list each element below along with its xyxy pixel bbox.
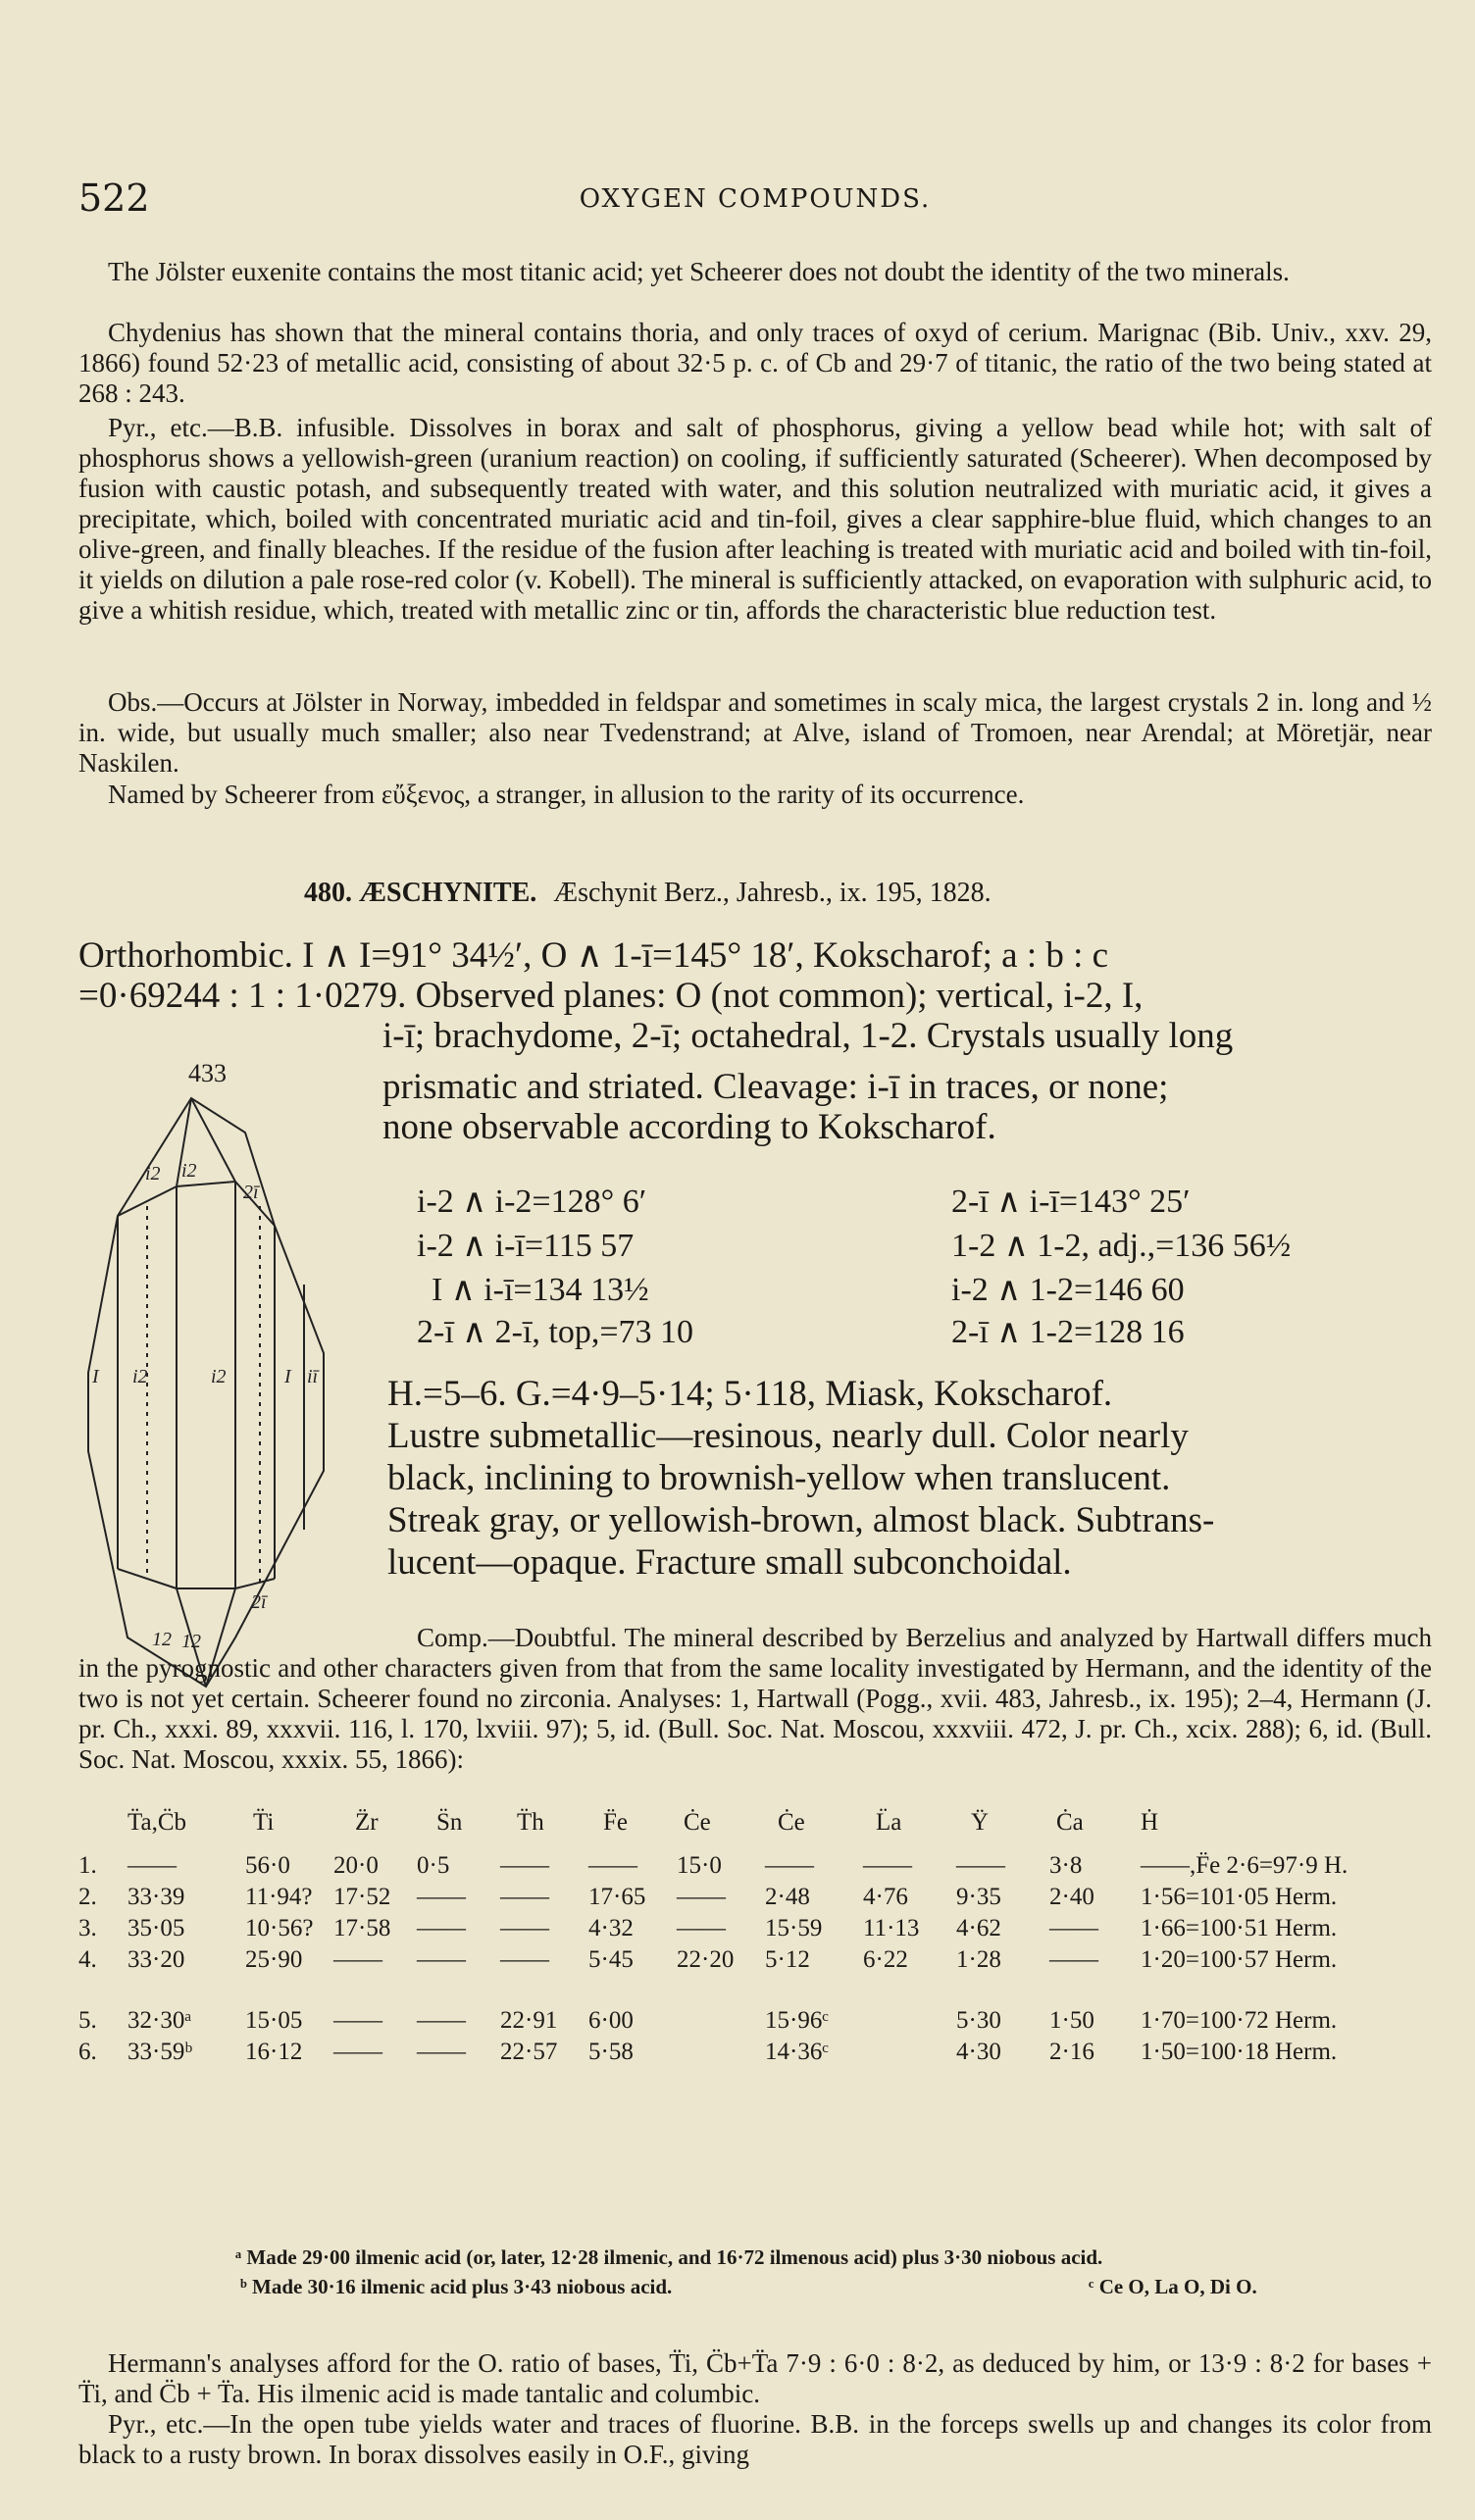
table-cell: 9·35 (956, 1884, 1001, 1910)
table-cell: 33·59ᵇ (127, 2039, 193, 2065)
table-cell: —— (956, 1852, 1005, 1879)
table-cell: 1·56=101·05 Herm. (1141, 1884, 1338, 1910)
table-cell: 2·16 (1049, 2039, 1094, 2065)
table-cell: —— (677, 1915, 726, 1941)
table-cell: 5. (78, 2007, 97, 2034)
table-cell: 6·22 (863, 1946, 908, 1973)
table-cell: 3·8 (1049, 1852, 1083, 1879)
table-cell: —— (417, 1946, 466, 1973)
column-header: S̈n (436, 1809, 463, 1836)
table-cell: —— (333, 2007, 382, 2034)
table-cell: 1·66=100·51 Herm. (1141, 1915, 1338, 1941)
table-cell: 6·00 (588, 2007, 634, 2034)
footnote-b: ᵇ Made 30·16 ilmenic acid plus 3·43 niobous acid. (240, 2275, 673, 2298)
table-cell: 1·50 (1049, 2007, 1094, 2034)
table-cell: 4·76 (863, 1884, 908, 1910)
table-cell: ——,F̈e 2·6=97·9 H. (1141, 1852, 1348, 1879)
column-header: Ċe (684, 1809, 711, 1836)
table-cell: —— (417, 1915, 466, 1941)
table-cell: 15·05 (245, 2007, 303, 2034)
angle-left-3: I ∧ i-ī=134 13½ (432, 1272, 649, 1308)
table-cell: 5·58 (588, 2039, 634, 2065)
table-cell: 15·0 (677, 1852, 722, 1879)
crystallography-line-4: prismatic and striated. Cleavage: i-ī in traces, or none; (382, 1067, 1169, 1107)
species-citation: Æschynit Berz., Jahresb., ix. 195, 1828. (553, 878, 992, 908)
table-cell: —— (765, 1852, 814, 1879)
face-label: i2 (132, 1366, 148, 1387)
table-cell: 17·65 (588, 1884, 646, 1910)
face-label: 12 (181, 1631, 201, 1652)
angle-right-3: i-2 ∧ 1-2=146 60 (951, 1272, 1185, 1308)
paragraph-composition: Comp.—Doubtful. The mineral described by Berzelius and analyzed by Hartwall differs much in the pyrognostic and other characters given from that from the same locality investigated by Hermann, and the identity of the two is not yet certain. Scheerer found no zirconia. Analyses: 1, Hartwall (Pogg., xvii. 483, Jahresb., ix. 195); 2–4, Hermann (J. pr. Ch., xxxi. 89, xxxvii. 116, l. 170, lxviii. 97); 5, id. (Bull. Soc. Nat. Moscou, xxxviii. 472, J. pr. Ch., xcix. 288); 6, id. (Bull. Soc. Nat. Moscou, xxxix. 55, 1866): (78, 1623, 1432, 1774)
table-cell: 17·52 (333, 1884, 391, 1910)
face-label: 2ī (251, 1591, 267, 1613)
column-header: T̈i (253, 1809, 275, 1836)
face-label: 12 (152, 1629, 172, 1650)
crystallography-line-2: =0·69244 : 1 : 1·0279. Observed planes: O (not common); vertical, i-2, I, (78, 976, 1144, 1016)
crystallography-line-5: none observable according to Kokscharof. (382, 1107, 996, 1147)
paragraph-observations: Obs.—Occurs at Jölster in Norway, imbedded in feldspar and sometimes in scaly mica, the largest crystals 2 in. long and ½ in. wide, but usually much smaller; also near Tvedenstrand; at Alve, island of Tromoen, near Arendal; at Möretjär, near Naskilen. (78, 687, 1432, 778)
table-cell: —— (333, 1946, 382, 1973)
paragraph-pyrognostics-aeschynite: Pyr., etc.—In the open tube yields water and traces of fluorine. B.B. in the forceps swells up and changes its color from black to a rusty brown. In borax dissolves easily in O.F., giving (78, 2409, 1432, 2469)
table-cell: —— (333, 2039, 382, 2065)
column-header: Ċe (778, 1809, 805, 1836)
face-label: iī (307, 1366, 319, 1387)
face-label: i2 (181, 1160, 197, 1182)
footnote-a: ᵃ Made 29·00 ilmenic acid (or, later, 12·28 ilmenic, and 16·72 ilmenous acid) plus 3·30 niobous acid. (235, 2245, 1103, 2269)
paragraph-hermann: Hermann's analyses afford for the O. ratio of bases, T̈i, C̈b+T̈a 7·9 : 6·0 : 8·2, as deduced by him, or 13·9 : 8·2 for bases + T̈i, and C̈b + T̈a. His ilmenic acid is made tantalic and columbic. (78, 2348, 1432, 2408)
angle-right-1: 2-ī ∧ i-ī=143° 25′ (951, 1184, 1191, 1220)
table-cell: 11·94? (245, 1884, 313, 1910)
table-cell: 33·39 (127, 1884, 185, 1910)
paragraph-identity: The Jölster euxenite contains the most titanic acid; yet Scheerer does not doubt the identity of the two minerals. (108, 257, 1290, 286)
column-header: Ḣ (1141, 1809, 1159, 1836)
table-cell: 35·05 (127, 1915, 185, 1941)
species-heading (304, 878, 992, 909)
angle-left-2: i-2 ∧ i-ī=115 57 (417, 1228, 635, 1264)
table-cell: —— (1049, 1915, 1098, 1941)
footnote-c: ᶜ Ce O, La O, Di O. (1089, 2275, 1257, 2298)
table-cell: 22·57 (500, 2039, 558, 2065)
running-head: OXYGEN COMPOUNDS. (579, 184, 932, 214)
table-cell: 4. (78, 1946, 97, 1973)
face-label: I (92, 1366, 99, 1387)
properties-line-3: black, inclining to brownish-yellow when translucent. (387, 1458, 1171, 1498)
crystal-drawing (78, 1059, 373, 1706)
table-cell: 2·40 (1049, 1884, 1094, 1910)
crystal-figure (78, 1059, 373, 1706)
properties-line-4: Streak gray, or yellowish-brown, almost black. Subtrans- (387, 1500, 1215, 1540)
paragraph-chydenius: Chydenius has shown that the mineral contains thoria, and only traces of oxyd of cerium. Marignac (Bib. Univ., xxv. 29, 1866) found 52·23 of metallic acid, consisting of about 32·5 p. c. of Cb and 29·7 of titanic, the ratio of the two being stated at 268 : 243. (78, 318, 1432, 408)
table-cell: 0·5 (417, 1852, 450, 1879)
table-cell: —— (127, 1852, 177, 1879)
column-header: Ÿ (971, 1809, 990, 1836)
page-header (78, 176, 1432, 226)
table-cell: 5·12 (765, 1946, 810, 1973)
column-header: T̈a,C̈b (127, 1809, 187, 1836)
table-cell: —— (417, 1884, 466, 1910)
crystallography-line-1: Orthorhombic. I ∧ I=91° 34½′, O ∧ 1-ī=145° 18′, Kokscharof; a : b : c (78, 935, 1109, 976)
table-cell: 1·20=100·57 Herm. (1141, 1946, 1338, 1973)
table-cell: 1. (78, 1852, 97, 1879)
table-cell: —— (863, 1852, 912, 1879)
table-cell: 3. (78, 1915, 97, 1941)
face-label: I (284, 1366, 291, 1387)
properties-line-1: H.=5–6. G.=4·9–5·14; 5·118, Miask, Kokscharof. (387, 1374, 1113, 1414)
table-cell: 5·45 (588, 1946, 634, 1973)
table-cell: 22·20 (677, 1946, 735, 1973)
column-header: Z̈r (355, 1809, 379, 1836)
column-header: F̈e (603, 1809, 628, 1836)
column-header: L̈a (876, 1809, 902, 1836)
table-cell: 11·13 (863, 1915, 920, 1941)
table-cell: —— (417, 2039, 466, 2065)
face-label: i2 (211, 1366, 227, 1387)
table-cell: —— (500, 1915, 549, 1941)
crystal-edge (191, 1098, 235, 1182)
face-label: 2ī (243, 1182, 259, 1203)
table-cell: —— (500, 1884, 549, 1910)
table-cell: 6. (78, 2039, 97, 2065)
column-header: T̈h (517, 1809, 544, 1836)
face-label: i2 (145, 1163, 161, 1184)
paragraph-pyrognostics: Pyr., etc.—B.B. infusible. Dissolves in borax and salt of phosphorus, giving a yellow bead while hot; with salt of phosphorus shows a yellowish-green (uranium reaction) on cooling, if sufficiently saturated (Scheerer). When decomposed by fusion with caustic potash, and subsequently treated with water, and this solution neutralized with muriatic acid, it gives a precipitate, which, boiled with concentrated muriatic acid and tin-foil, gives a clear sapphire-blue fluid, which changes to an olive-green, and finally bleaches. If the residue of the fusion after leaching is treated with muriatic acid and boiled with tin-foil, it yields on dilution a pale rose-red color (v. Kobell). The mineral is sufficiently attacked, on evaporation with sulphuric acid, to give a whitish residue, which, treated with metallic zinc or tin, affords the characteristic blue reduction test. (78, 413, 1432, 625)
table-cell: 15·96ᶜ (765, 2007, 829, 2034)
table-cell: 22·91 (500, 2007, 558, 2034)
table-cell: 2·48 (765, 1884, 810, 1910)
paragraph-etymology: Named by Scheerer from εὔξενος, a stranger, in allusion to the rarity of its occurrence. (108, 780, 1025, 809)
table-cell: 5·30 (956, 2007, 1001, 2034)
page-number: 522 (78, 176, 150, 220)
table-cell: 16·12 (245, 2039, 303, 2065)
properties-line-5: lucent—opaque. Fracture small subconchoidal. (387, 1542, 1072, 1583)
crystal-outline (88, 1098, 324, 1687)
table-cell: 4·62 (956, 1915, 1001, 1941)
angle-right-2: 1-2 ∧ 1-2, adj.,=136 56½ (951, 1228, 1292, 1264)
table-cell: 2. (78, 1884, 97, 1910)
table-cell: —— (417, 2007, 466, 2034)
table-cell: 4·32 (588, 1915, 634, 1941)
angle-right-4: 2-ī ∧ 1-2=128 16 (951, 1314, 1185, 1350)
table-cell: 17·58 (333, 1915, 391, 1941)
table-cell: 32·30ᵃ (127, 2007, 192, 2034)
table-cell: —— (677, 1884, 726, 1910)
angle-left-1: i-2 ∧ i-2=128° 6′ (417, 1184, 647, 1220)
crystallography-line-3: i-ī; brachydome, 2-ī; octahedral, 1-2. Crystals usually long (382, 1016, 1234, 1056)
table-cell: 1·28 (956, 1946, 1001, 1973)
table-cell: 56·0 (245, 1852, 290, 1879)
table-cell: 14·36ᶜ (765, 2039, 829, 2065)
column-header: Ċa (1056, 1809, 1084, 1836)
table-cell: 1·50=100·18 Herm. (1141, 2039, 1338, 2065)
table-cell: 20·0 (333, 1852, 379, 1879)
table-cell: —— (500, 1946, 549, 1973)
crystal-edge (177, 1182, 235, 1186)
species-title: 480. ÆSCHYNITE. (304, 878, 537, 908)
crystal-edge (235, 1579, 275, 1588)
table-cell: —— (588, 1852, 637, 1879)
table-cell: —— (500, 1852, 549, 1879)
table-cell: 10·56? (245, 1915, 314, 1941)
table-cell: —— (1049, 1946, 1098, 1973)
table-cell: 33·20 (127, 1946, 185, 1973)
table-cell: 15·59 (765, 1915, 823, 1941)
table-cell: 4·30 (956, 2039, 1001, 2065)
properties-line-2: Lustre submetallic—resinous, nearly dull. Color nearly (387, 1416, 1189, 1456)
table-cell: 25·90 (245, 1946, 303, 1973)
angle-left-4: 2-ī ∧ 2-ī, top,=73 10 (417, 1314, 694, 1350)
figure-number: 433 (188, 1059, 227, 1087)
table-cell: 1·70=100·72 Herm. (1141, 2007, 1338, 2034)
